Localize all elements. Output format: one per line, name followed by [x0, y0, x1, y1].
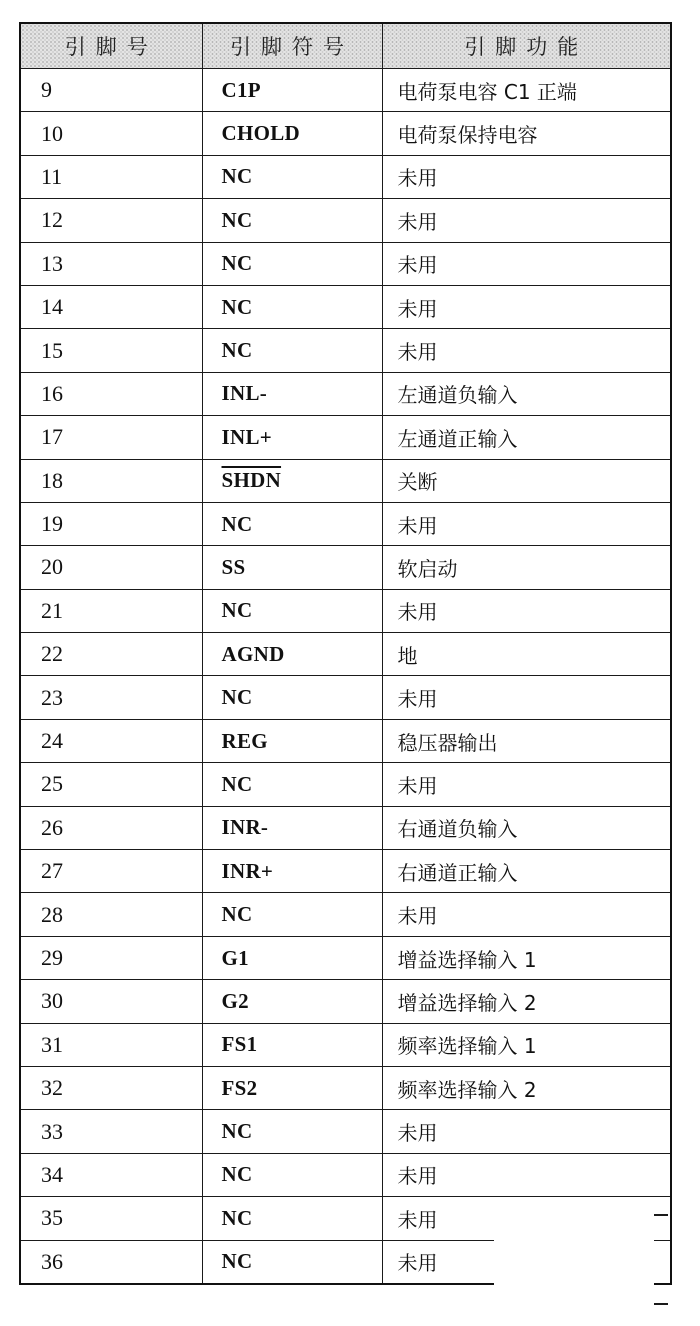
- pin-number-cell: 14: [20, 285, 202, 328]
- table-row: [20, 502, 671, 545]
- table-header: [20, 23, 671, 69]
- table-row: [20, 416, 671, 459]
- table-row: [20, 1110, 671, 1153]
- pin-number-cell: 35: [20, 1197, 202, 1240]
- pin-symbol-text: FS1: [221, 1032, 258, 1057]
- header-pin-symbol: 引脚符号: [202, 23, 382, 69]
- pin-symbol-text: AGND: [221, 641, 285, 666]
- table-row: [20, 69, 671, 112]
- pin-symbol-text: G1: [221, 945, 249, 970]
- pin-symbol-text: REG: [221, 728, 268, 753]
- table-body: [20, 69, 671, 1284]
- table-row: [20, 459, 671, 502]
- pin-symbol-text: NC: [221, 164, 253, 189]
- pin-function-cell: 电荷泵电容 C1 正端: [382, 69, 671, 112]
- scan-border-fragment: [654, 1303, 668, 1305]
- pin-number-cell: 12: [20, 199, 202, 242]
- pin-symbol-cell: [202, 850, 382, 893]
- table-row: [20, 329, 671, 372]
- pin-symbol-cell: [202, 1197, 382, 1240]
- pin-symbol-text: NC: [221, 771, 253, 796]
- pin-function-cell: 未用: [382, 285, 671, 328]
- pin-number-cell: 9: [20, 69, 202, 112]
- table-row: [20, 806, 671, 849]
- pin-number-cell: 24: [20, 719, 202, 762]
- table-row: [20, 936, 671, 979]
- pin-function-cell: 未用: [382, 199, 671, 242]
- pin-function-cell: 未用: [382, 1240, 671, 1284]
- pin-number-cell: 25: [20, 763, 202, 806]
- table-row: [20, 763, 671, 806]
- pin-number-cell: 13: [20, 242, 202, 285]
- pin-function-cell: 未用: [382, 1110, 671, 1153]
- table-row: [20, 850, 671, 893]
- scan-border-fragment: [654, 1214, 668, 1216]
- pin-symbol-cell: [202, 372, 382, 415]
- table-row: [20, 676, 671, 719]
- header-pin-function: 引脚功能: [382, 23, 671, 69]
- pin-number-cell: 28: [20, 893, 202, 936]
- pin-function-cell: 未用: [382, 676, 671, 719]
- pin-symbol-cell: [202, 199, 382, 242]
- pin-function-cell: 左通道正输入: [382, 416, 671, 459]
- pin-number-cell: 18: [20, 459, 202, 502]
- pin-symbol-text: NC: [221, 1249, 253, 1274]
- pin-symbol-text: G2: [221, 988, 249, 1013]
- pin-number-cell: 11: [20, 155, 202, 198]
- pin-symbol-text: INL-: [221, 381, 268, 406]
- pin-function-cell: 增益选择输入 1: [382, 936, 671, 979]
- table-row: [20, 719, 671, 762]
- pin-symbol-cell: [202, 416, 382, 459]
- pin-symbol-cell: [202, 1023, 382, 1066]
- pin-function-cell: 增益选择输入 2: [382, 980, 671, 1023]
- pin-symbol-cell: [202, 719, 382, 762]
- pin-symbol-cell: [202, 1110, 382, 1153]
- pin-number-cell: 22: [20, 633, 202, 676]
- pin-symbol-text: NC: [221, 511, 253, 536]
- pin-number-cell: 21: [20, 589, 202, 632]
- pin-symbol-cell: [202, 676, 382, 719]
- pin-number-cell: 26: [20, 806, 202, 849]
- table-row: [20, 199, 671, 242]
- pin-number-cell: 10: [20, 112, 202, 155]
- pin-function-cell: 未用: [382, 1197, 671, 1240]
- pin-symbol-cell: [202, 806, 382, 849]
- table-row: [20, 285, 671, 328]
- pin-symbol-cell: [202, 633, 382, 676]
- header-pin-number: 引脚号: [20, 23, 202, 69]
- pin-symbol-text: NC: [221, 1205, 253, 1230]
- pin-function-cell: 未用: [382, 763, 671, 806]
- pin-number-cell: 23: [20, 676, 202, 719]
- table-row: [20, 893, 671, 936]
- pin-symbol-cell: [202, 936, 382, 979]
- pin-symbol-text: C1P: [221, 77, 261, 102]
- pin-symbol-cell: [202, 285, 382, 328]
- pin-symbol-cell: [202, 1066, 382, 1109]
- pin-function-cell: 电荷泵保持电容: [382, 112, 671, 155]
- pin-symbol-text: NC: [221, 251, 253, 276]
- pin-symbol-cell: [202, 763, 382, 806]
- pin-symbol-text: NC: [221, 338, 253, 363]
- pin-symbol-cell: [202, 546, 382, 589]
- pin-symbol-cell: [202, 459, 382, 502]
- pin-symbol-text: NC: [221, 902, 253, 927]
- pin-table: [19, 22, 672, 1285]
- pin-function-cell: 稳压器输出: [382, 719, 671, 762]
- pin-function-cell: 未用: [382, 893, 671, 936]
- pin-function-cell: 左通道负输入: [382, 372, 671, 415]
- pin-symbol-text: INL+: [221, 424, 273, 449]
- pin-symbol-text: INR-: [221, 815, 269, 840]
- table-row: [20, 633, 671, 676]
- pin-symbol-cell: [202, 893, 382, 936]
- pin-number-cell: 20: [20, 546, 202, 589]
- pin-symbol-text: SS: [221, 554, 246, 579]
- pin-function-cell: 未用: [382, 1153, 671, 1196]
- header-row: [20, 23, 671, 69]
- table-row: [20, 980, 671, 1023]
- pin-function-cell: 未用: [382, 155, 671, 198]
- table-row: [20, 546, 671, 589]
- pin-symbol-text: NC: [221, 598, 253, 623]
- pin-function-cell: 关断: [382, 459, 671, 502]
- pin-number-cell: 30: [20, 980, 202, 1023]
- pin-symbol-text: FS2: [221, 1075, 258, 1100]
- pin-number-cell: 17: [20, 416, 202, 459]
- pin-symbol-cell: [202, 69, 382, 112]
- pin-number-cell: 31: [20, 1023, 202, 1066]
- pin-function-cell: 软启动: [382, 546, 671, 589]
- pin-function-cell: 右通道负输入: [382, 806, 671, 849]
- pin-symbol-cell: [202, 502, 382, 545]
- pin-function-cell: 未用: [382, 589, 671, 632]
- pin-symbol-text: NC: [221, 207, 253, 232]
- pin-symbol-text: INR+: [221, 858, 274, 883]
- pin-number-cell: 32: [20, 1066, 202, 1109]
- pin-number-cell: 34: [20, 1153, 202, 1196]
- pin-symbol-cell: [202, 242, 382, 285]
- pin-number-cell: 27: [20, 850, 202, 893]
- pin-symbol-cell: [202, 155, 382, 198]
- pin-number-cell: 29: [20, 936, 202, 979]
- pin-symbol-text: NC: [221, 1162, 253, 1187]
- pin-function-cell: 地: [382, 633, 671, 676]
- pin-function-cell: 未用: [382, 502, 671, 545]
- pin-symbol-text: CHOLD: [221, 121, 301, 146]
- table-row: [20, 1153, 671, 1196]
- table-row: [20, 155, 671, 198]
- table-row: [20, 589, 671, 632]
- pin-symbol-text: NC: [221, 1119, 253, 1144]
- pin-symbol-cell: [202, 589, 382, 632]
- pin-number-cell: 36: [20, 1240, 202, 1284]
- pin-symbol-cell: [202, 112, 382, 155]
- table-row: [20, 372, 671, 415]
- pin-symbol-cell: [202, 1240, 382, 1284]
- pin-function-cell: 频率选择输入 1: [382, 1023, 671, 1066]
- table-row: [20, 1023, 671, 1066]
- pin-function-cell: 未用: [382, 242, 671, 285]
- pin-symbol-cell: [202, 1153, 382, 1196]
- scan-blank-area: [494, 1214, 654, 1324]
- table-row: [20, 112, 671, 155]
- pin-symbol-text: NC: [221, 685, 253, 710]
- pin-symbol-cell: [202, 980, 382, 1023]
- pin-number-cell: 33: [20, 1110, 202, 1153]
- pin-function-cell: 频率选择输入 2: [382, 1066, 671, 1109]
- pin-symbol-cell: [202, 329, 382, 372]
- pin-function-cell: 右通道正输入: [382, 850, 671, 893]
- table-row: [20, 242, 671, 285]
- pin-symbol-text: SHDN: [221, 468, 282, 493]
- pin-number-cell: 15: [20, 329, 202, 372]
- pin-number-cell: 19: [20, 502, 202, 545]
- pin-number-cell: 16: [20, 372, 202, 415]
- table-row: [20, 1066, 671, 1109]
- pin-function-cell: 未用: [382, 329, 671, 372]
- pin-symbol-text: NC: [221, 294, 253, 319]
